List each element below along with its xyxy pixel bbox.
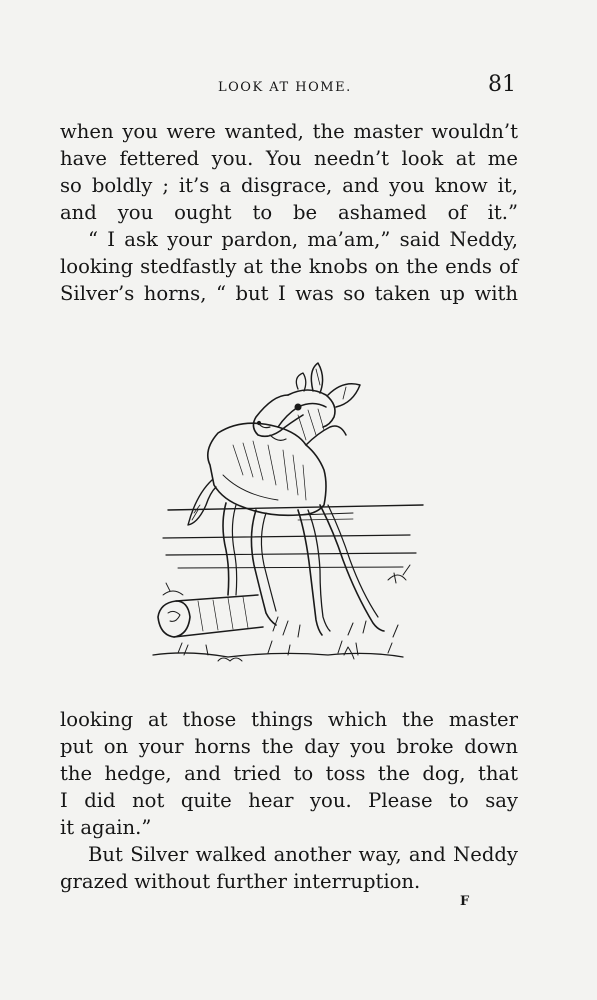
paragraph: [60, 226, 518, 307]
page-number: 81: [488, 72, 516, 97]
text-line: it again.”: [60, 816, 152, 839]
paragraph: [60, 814, 518, 841]
text-line: so boldly ; it’s a disgrace, and you know it,: [60, 174, 518, 197]
text-block-bottom: [60, 706, 518, 895]
text-line: and you ought to be ashamed of it.”: [60, 201, 518, 224]
text-row: [60, 172, 518, 199]
page-header: [0, 72, 597, 102]
paragraph: [60, 841, 518, 868]
text-line: when you were wanted, the master wouldn’t: [60, 120, 518, 143]
text-line: looking at those things which the master: [60, 708, 518, 731]
text-row: [60, 253, 518, 280]
text-line: I did not quite hear you. Please to say: [60, 789, 518, 812]
text-line: “ I ask your pardon, ma’am,” said Neddy,: [88, 228, 518, 251]
text-line: looking stedfastly at the knobs on the ends of: [60, 255, 518, 278]
text-row: [60, 280, 518, 307]
text-block-top: [60, 118, 518, 307]
text-row: [60, 199, 518, 226]
running-head: LOOK AT HOME.: [218, 80, 352, 95]
text-line: put on your horns the day you broke down: [60, 735, 518, 758]
text-row: [60, 868, 518, 895]
text-line: the hedge, and tried to toss the dog, that: [60, 762, 518, 785]
text-row: [60, 118, 518, 145]
text-line: Silver’s horns, “ but I was so taken up with: [60, 282, 518, 305]
text-row: [60, 841, 518, 868]
text-row: [60, 814, 518, 841]
text-line: But Silver walked another way, and Neddy: [88, 843, 518, 866]
deer-illustration: [148, 355, 428, 673]
text-row: [60, 145, 518, 172]
text-row: [60, 787, 518, 814]
paragraph: [60, 868, 518, 895]
paragraph: [60, 706, 518, 814]
text-row: [60, 706, 518, 733]
text-row: [60, 760, 518, 787]
signature-mark: F: [460, 894, 470, 909]
text-row: [60, 226, 518, 253]
text-row: [60, 733, 518, 760]
paragraph: [60, 118, 518, 226]
text-line: grazed without further interruption.: [60, 870, 421, 893]
text-line: have fettered you. You needn’t look at me: [60, 147, 518, 170]
